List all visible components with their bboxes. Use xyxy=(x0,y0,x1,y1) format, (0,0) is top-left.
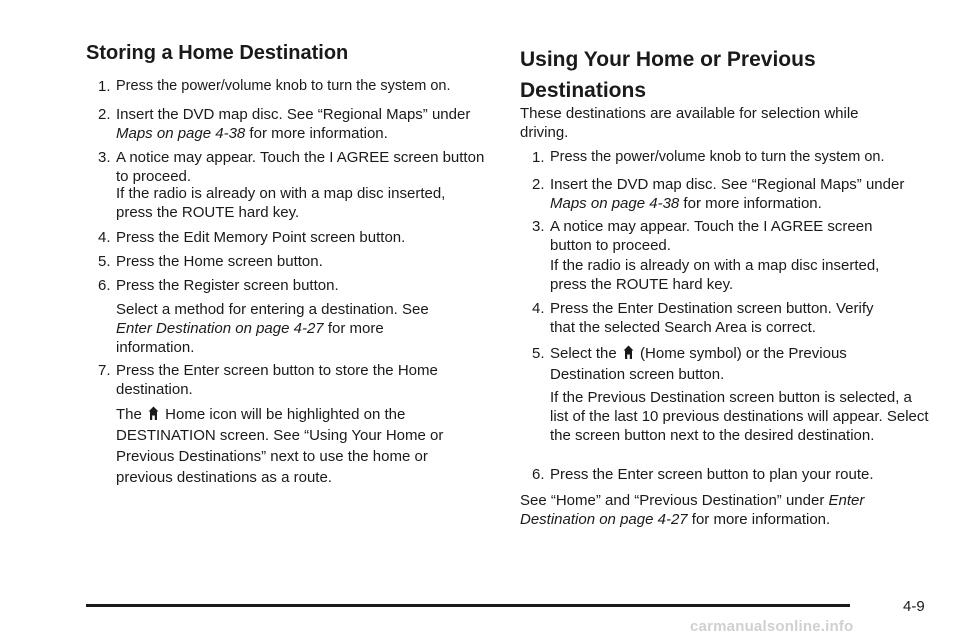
right-step-5-note: If the Previous Destination screen button is selected, a list of the last 10 previous destinations will appear. Select the screen button next to the desired destination. xyxy=(550,389,929,444)
step-text-part: for more information. xyxy=(245,125,388,142)
step-text: Press the Enter Destination screen button. Verify that the selected Search Area is correct. xyxy=(550,300,874,336)
page-reference-link: Maps on page 4-38 xyxy=(116,125,246,142)
step-number: 7. xyxy=(98,362,111,379)
step-number: 6. xyxy=(532,466,545,483)
step-number: 5. xyxy=(98,253,111,270)
section-title-using-home: Using Your Home or Previous Destinations xyxy=(520,48,816,102)
step-text: Press the power/volume knob to turn the system on. xyxy=(116,78,451,94)
page-reference-link: Enter Destination on page 4-27 xyxy=(116,320,324,337)
step-text-part: (Home symbol) or the Previous Destination screen button. xyxy=(550,345,847,383)
step-number: 1. xyxy=(532,149,545,166)
page-number: 4-9 xyxy=(903,598,925,615)
step-text-part: Insert the DVD map disc. See “Regional Maps” under xyxy=(116,106,471,123)
right-step-3-note: If the radio is already on with a map disc inserted, press the ROUTE hard key. xyxy=(550,257,880,293)
step-text xyxy=(550,175,910,213)
page-reference-link: Enter Destination on page 4-27 xyxy=(520,492,865,528)
step-number: 6. xyxy=(98,277,111,294)
step-number: 4. xyxy=(98,229,111,246)
page-reference-link: Maps on page 4-38 xyxy=(550,195,680,212)
step-text: Press the Home screen button. xyxy=(116,253,323,270)
step-text: A notice may appear. Touch the I AGREE screen button to proceed. xyxy=(550,218,873,254)
step-text: Press the Edit Memory Point screen button. xyxy=(116,229,406,246)
step-text: Press the Enter screen button to plan your route. xyxy=(550,466,874,483)
left-step-6-note xyxy=(116,300,446,357)
right-intro: These destinations are available for selection while driving. xyxy=(520,105,859,141)
step-number: 3. xyxy=(98,149,111,166)
step-text-part: for more information. xyxy=(679,195,822,212)
step-text: Press the power/volume knob to turn the system on. xyxy=(550,149,885,165)
step-text: Press the Enter screen button to store the Home destination. xyxy=(116,362,438,398)
right-footer-note xyxy=(520,491,910,529)
step-number: 2. xyxy=(532,176,545,193)
note-text-part: See “Home” and “Previous Destination” under xyxy=(520,492,829,509)
step-number: 5. xyxy=(532,345,545,362)
note-text-part: Home icon will be highlighted on the DESTINATION screen. See “Using Your Home or Previous Destinations” next to use the home or previous destinations as a route. xyxy=(116,406,444,486)
note-text-part: The xyxy=(116,406,147,423)
step-text-part: Insert the DVD map disc. See “Regional Maps” under xyxy=(550,176,905,193)
note-text-part: Select a method for entering a destination. See xyxy=(116,301,429,318)
note-text-part: for more information. xyxy=(687,511,831,528)
footer-rule xyxy=(86,604,850,607)
step-text xyxy=(550,343,890,385)
left-step-7-note xyxy=(116,404,486,488)
step-text: A notice may appear. Touch the I AGREE screen button to proceed. xyxy=(116,149,485,185)
step-text-part: Select the xyxy=(550,345,621,362)
home-icon xyxy=(623,345,634,360)
note-text-part: for more information. xyxy=(116,320,384,356)
watermark: carmanualsonline.info xyxy=(690,618,854,635)
step-number: 3. xyxy=(532,218,545,235)
step-number: 1. xyxy=(98,78,111,95)
step-text: Press the Register screen button. xyxy=(116,277,339,294)
step-text xyxy=(116,105,486,143)
section-title-storing-home: Storing a Home Destination xyxy=(86,42,349,64)
step-number: 2. xyxy=(98,106,111,123)
home-icon xyxy=(148,406,159,421)
left-step-3-note: If the radio is already on with a map disc inserted, press the ROUTE hard key. xyxy=(116,185,446,221)
step-number: 4. xyxy=(532,300,545,317)
